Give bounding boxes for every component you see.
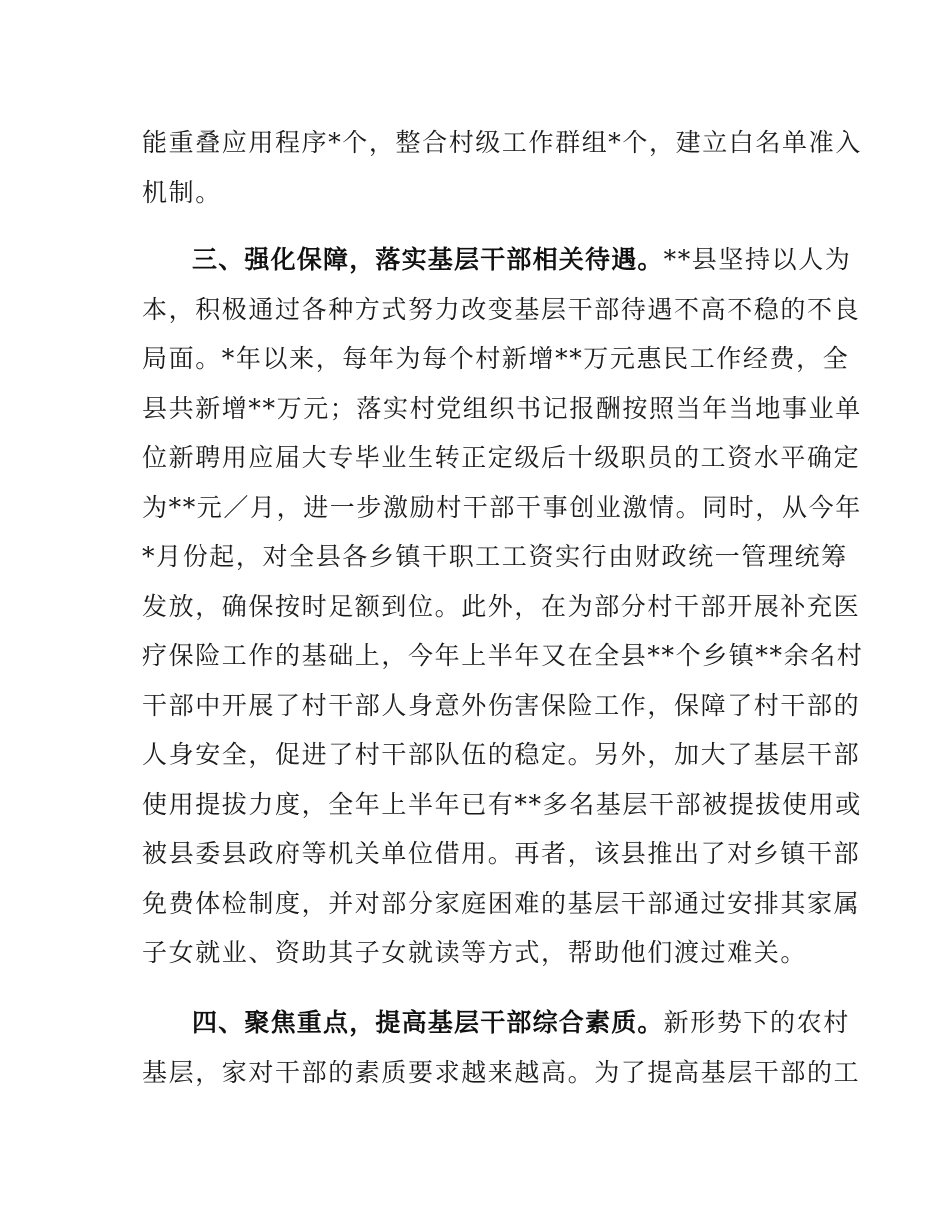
text-fragment: **县坚持以人为 (663, 245, 852, 274)
text-line: 疗保险工作的基础上，今年上半年又在全县**个乡镇**余名村 (142, 641, 864, 670)
section-four-first-line (142, 998, 850, 1048)
text-line: 使用提拔力度，全年上半年已有**多名基层干部被提拔使用或 (142, 789, 862, 819)
text-line: *月份起，对全县各乡镇干职工工资实行由财政统一管理统筹 (142, 542, 848, 571)
paragraph-section-four (142, 998, 861, 1097)
text-line: 县共新增**万元；落实村党组织书记报酬按照当年当地事业单 (142, 393, 862, 423)
text-line: 免费体检制度，并对部分家庭困难的基层干部通过安排其家属 (142, 888, 861, 918)
section-three-heading: 三、强化保障，落实基层干部相关待遇。 (192, 245, 664, 274)
text-line: 发放，确保按时足额到位。此外，在为部分村干部开展补充医 (142, 591, 861, 621)
text-line: 人身安全，促进了村干部队伍的稳定。另外，加大了基层干部 (142, 740, 861, 769)
text-line: 被县委县政府等机关单位借用。再者，该县推出了对乡镇干部 (142, 839, 861, 868)
paragraph-app-consolidation (142, 118, 862, 217)
text-line: 为**元／月，进一步激励村干部干事创业激情。同时，从今年 (142, 492, 862, 522)
text-line: 机制。 (142, 177, 222, 207)
text-line: 局面。*年以来，每年为每个村新增**万元惠民工作经费，全 (142, 344, 850, 373)
text-line: 本，积极通过各种方式努力改变基层干部待遇不高不稳的不良 (142, 294, 861, 324)
text-line: 能重叠应用程序*个，整合村级工作群组*个，建立白名单准入 (142, 128, 862, 157)
text-line: 位新聘用应届大专毕业生转正定级后十级职员的工资水平确定 (142, 443, 861, 472)
paragraph-section-three (142, 235, 864, 978)
text-line: 子女就业、资助其子女就读等方式，帮助他们渡过难关。 (142, 938, 808, 967)
section-three-first-line (142, 235, 852, 285)
text-line: 基层，家对干部的素质要求越来越高。为了提高基层干部的工 (142, 1057, 861, 1087)
text-fragment: 新形势下的农村 (663, 1008, 850, 1037)
text-line: 干部中开展了村干部人身意外伤害保险工作，保障了村干部的 (142, 690, 861, 720)
section-four-heading: 四、聚焦重点，提高基层干部综合素质。 (192, 1008, 664, 1037)
